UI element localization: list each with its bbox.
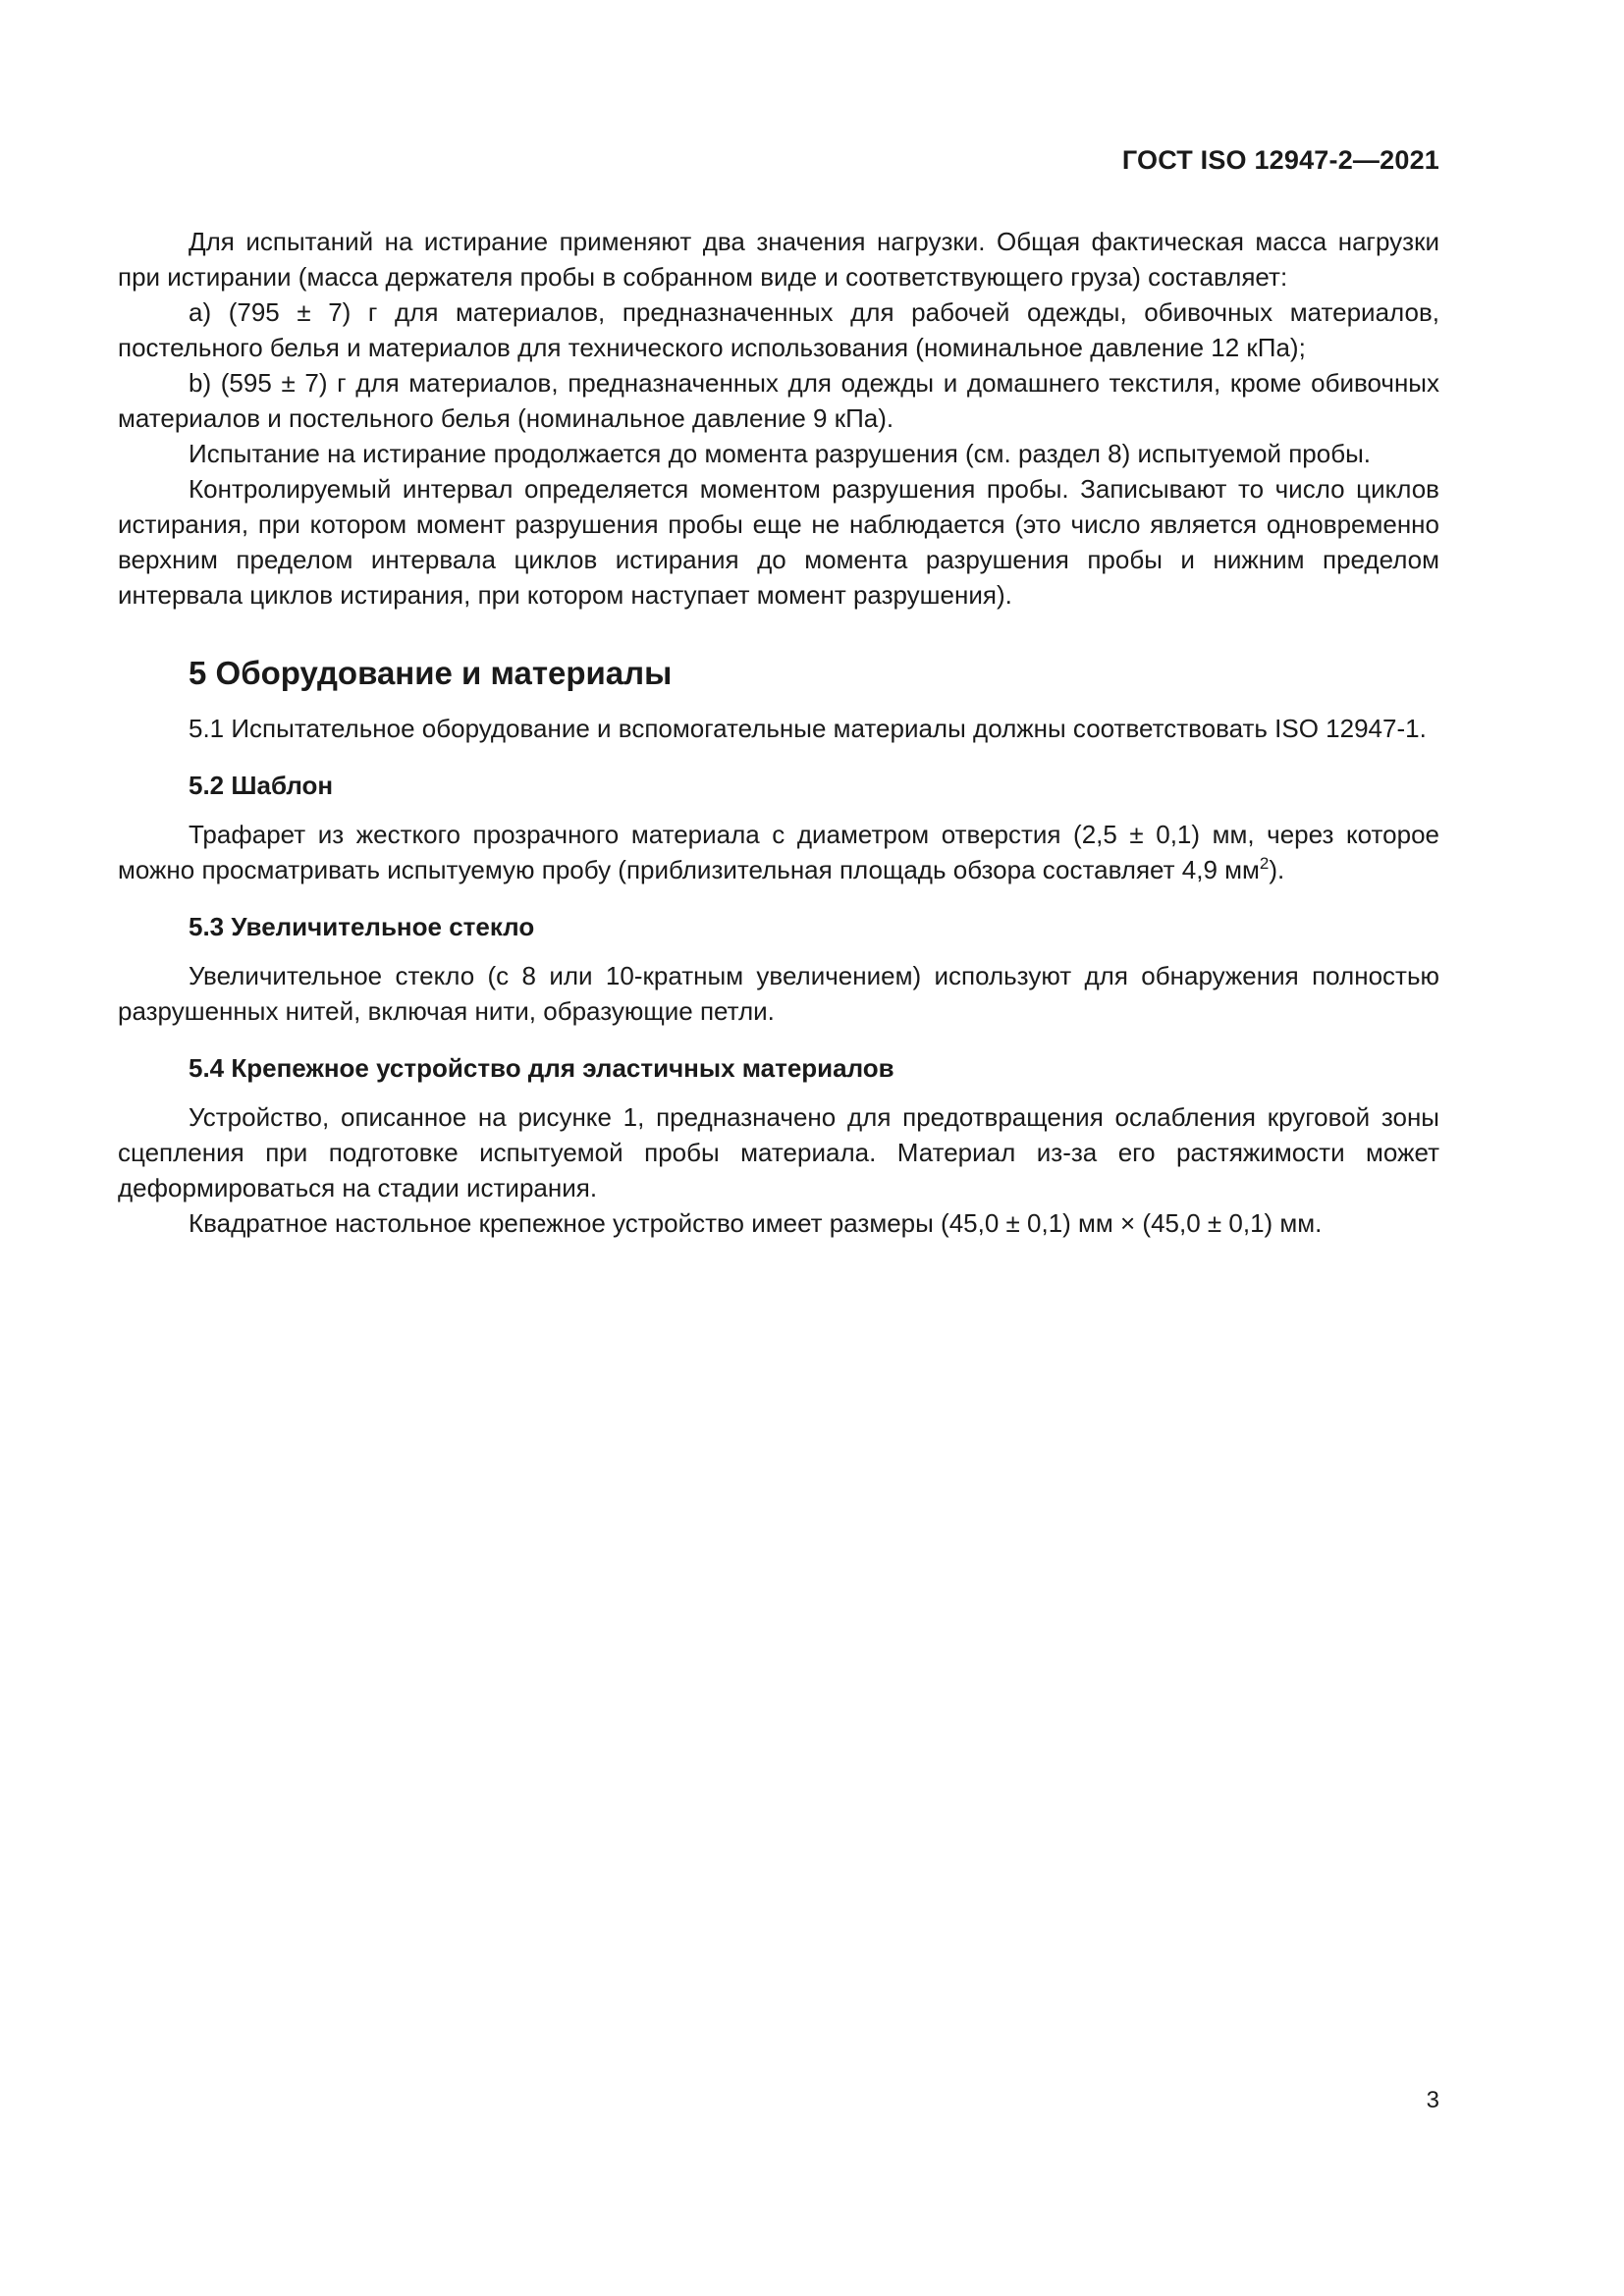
section-5-3-heading: 5.3 Увеличительное стекло: [189, 912, 535, 941]
superscript-2: 2: [1259, 854, 1270, 873]
section-5-4-heading: 5.4 Крепежное устройство для эластичных материалов: [189, 1053, 894, 1083]
page-number: 3: [1426, 2087, 1439, 2113]
document-header-id: ГОСТ ISO 12947-2—2021: [1121, 145, 1439, 175]
section-5-4-paragraph-1: Устройство, описанное на рисунке 1, предназначено для предотвращения ослабления круговой зоны сцепления при подготовке испытуемой пробы материала. Материал из-за его растяжимости может деформироваться на стадии истирания.: [118, 1102, 1439, 1202]
section-5-1-paragraph: 5.1 Испытательное оборудование и вспомогательные материалы должны соответствовать ISO 12947-1.: [189, 714, 1427, 743]
intro-paragraph-test-duration: Испытание на истирание продолжается до момента разрушения (см. раздел 8) испытуемой пробы.: [189, 439, 1372, 468]
intro-item-b: b) (595 ± 7) г для материалов, предназначенных для одежды и домашнего текстиля, кроме обивочных материалов и постельного белья (номинальное давление 9 кПа).: [118, 368, 1439, 433]
section-5-heading: 5 Оборудование и материалы: [189, 655, 673, 691]
intro-paragraph-load: Для испытаний на истирание применяют два значения нагрузки. Общая фактическая масса нагрузки при истирании (масса держателя пробы в собранном виде и соответствующего груза) составляет:: [118, 227, 1439, 292]
intro-item-a: а) (795 ± 7) г для материалов, предназначенных для рабочей одежды, обивочных материалов, постельного белья и материалов для технического использования (номинальное давление 12 кПа);: [118, 297, 1439, 362]
section-5-2-text: Трафарет из жесткого прозрачного материала с диаметром отверстия (2,5 ± 0,1) мм, через которое можно просматривать испытуемую пробу (приблизительная площадь обзора составляет 4,9 мм: [118, 820, 1439, 884]
document-body: [118, 224, 1439, 1241]
section-5-3-paragraph: Увеличительное стекло (с 8 или 10-кратным увеличением) используют для обнаружения полностью разрушенных нитей, включая нити, образующие петли.: [118, 961, 1439, 1026]
section-5-2-paragraph: [118, 817, 1439, 887]
section-5-4-paragraph-2: Квадратное настольное крепежное устройство имеет размеры (45,0 ± 0,1) мм × (45,0 ± 0,1) мм.: [189, 1208, 1323, 1238]
intro-paragraph-interval: Контролируемый интервал определяется моментом разрушения пробы. Записывают то число циклов истирания, при котором момент разрушения пробы еще не наблюдается (это число является одновременно верхним пределом интервала циклов истирания до момента разрушения пробы и нижним пределом интервала циклов истирания, при котором наступает момент разрушения).: [118, 474, 1439, 610]
section-5-2-tail: ).: [1269, 855, 1285, 884]
section-5-2-heading: 5.2 Шаблон: [189, 771, 334, 800]
